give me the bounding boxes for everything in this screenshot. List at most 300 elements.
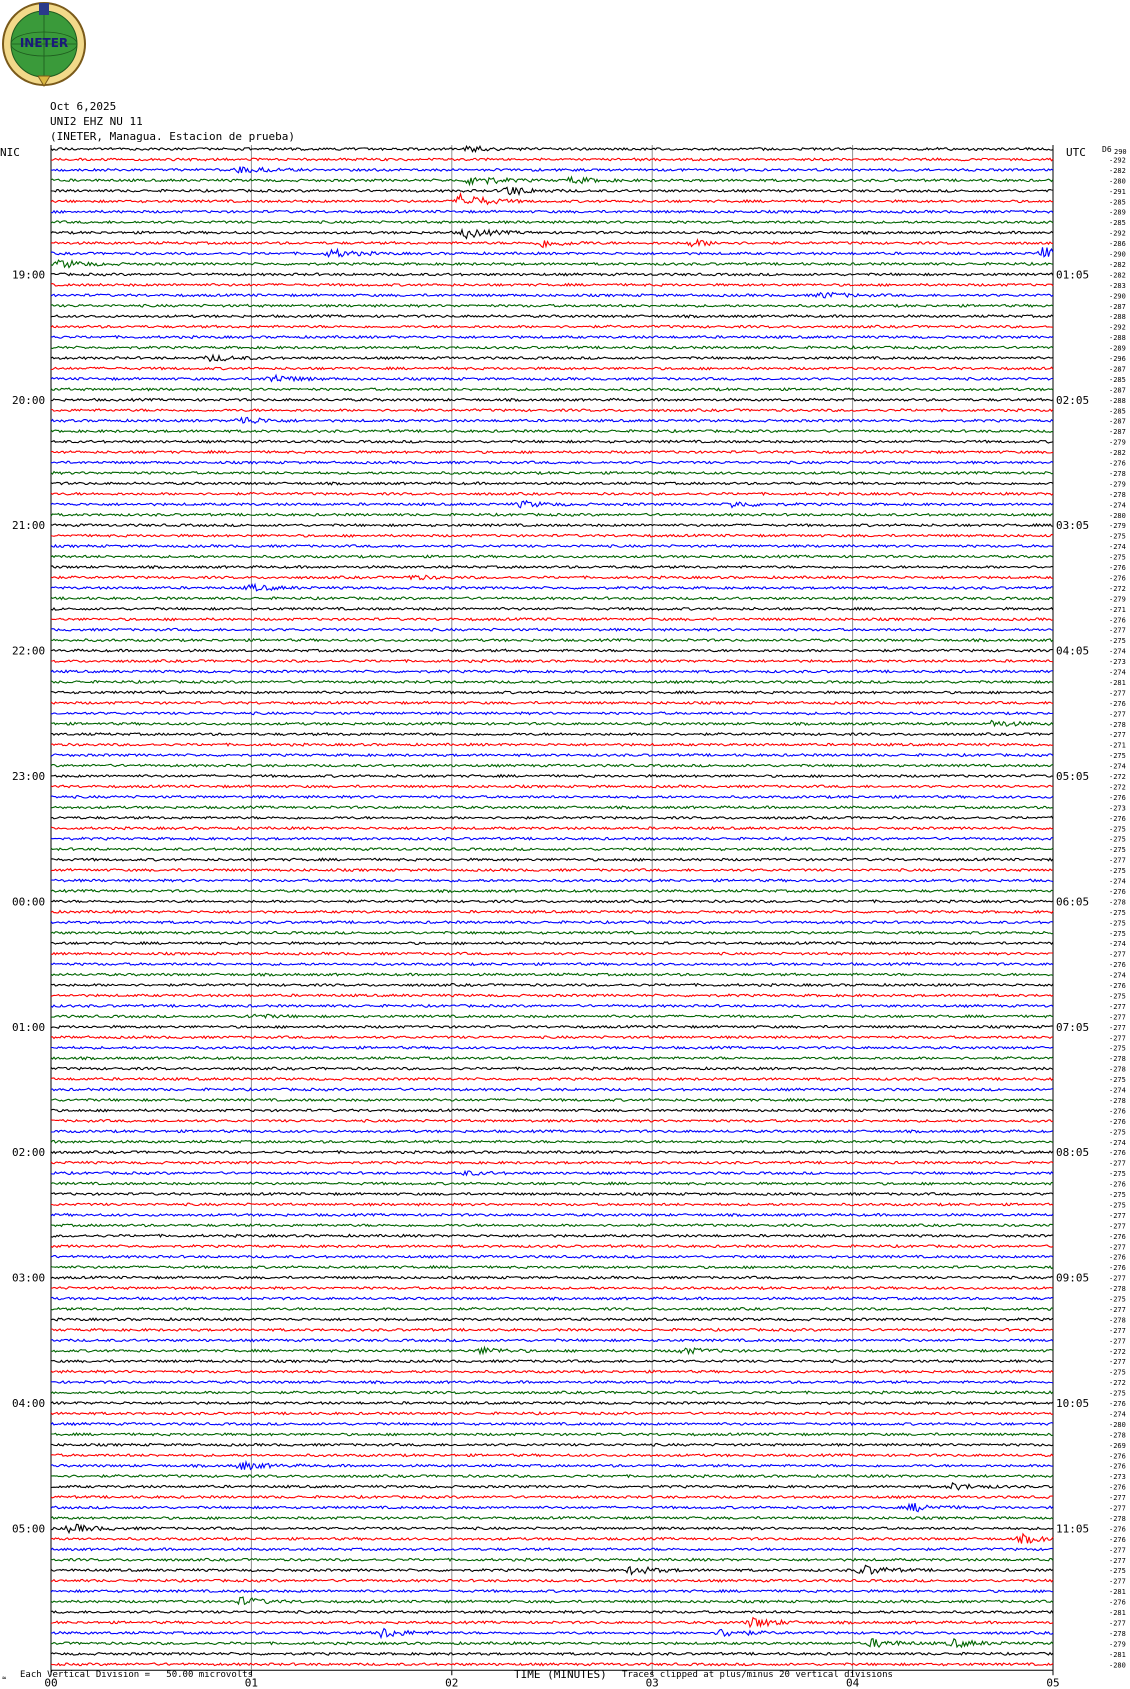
trace-value-label: -276 bbox=[1109, 1149, 1126, 1158]
local-time-zone-label: NIC bbox=[0, 146, 20, 159]
trace-line bbox=[51, 1161, 1053, 1164]
trace-value-label: -275 bbox=[1109, 532, 1126, 541]
trace-value-label: -277 bbox=[1109, 1159, 1126, 1168]
plot-date: Oct 6,2025 bbox=[50, 100, 117, 113]
trace-line bbox=[51, 1255, 1053, 1258]
trace-value-label: -276 bbox=[1109, 564, 1126, 572]
trace-value-label: -279 bbox=[1109, 438, 1126, 447]
trace-value-label: -277 bbox=[1109, 950, 1126, 959]
trace-value-label: -276 bbox=[1109, 574, 1126, 583]
trace-value-label: -275 bbox=[1109, 637, 1126, 646]
trace-line bbox=[51, 1088, 1053, 1091]
trace-value-label: -275 bbox=[1109, 1170, 1126, 1179]
trace-value-label: -275 bbox=[1109, 1567, 1126, 1576]
trace-value-label: -281 bbox=[1109, 1609, 1126, 1617]
trace-value-label: -290 bbox=[1109, 250, 1126, 259]
trace-value-label: -276 bbox=[1109, 699, 1126, 708]
trace-line bbox=[51, 1558, 1053, 1561]
trace-line bbox=[51, 1629, 1053, 1638]
trace-line bbox=[51, 890, 1053, 893]
trace-value-label: -277 bbox=[1109, 1274, 1126, 1283]
trace-line bbox=[51, 260, 1053, 267]
trace-line bbox=[51, 1444, 1053, 1447]
x-tick-label: 00 bbox=[44, 1676, 58, 1689]
trace-value-label: -288 bbox=[1109, 334, 1126, 343]
trace-line bbox=[51, 346, 1053, 349]
trace-line bbox=[51, 430, 1053, 433]
trace-value-label: -274 bbox=[1109, 971, 1126, 980]
station-location: (INETER, Managua. Estacion de prueba) bbox=[50, 130, 296, 143]
trace-value-label: -276 bbox=[1109, 1462, 1126, 1471]
trace-line bbox=[51, 973, 1053, 976]
trace-value-label: -274 bbox=[1109, 1410, 1126, 1419]
trace-line bbox=[51, 524, 1053, 527]
trace-line bbox=[51, 952, 1053, 955]
trace-line bbox=[51, 660, 1053, 663]
trace-value-label: -277 bbox=[1109, 689, 1126, 698]
trace-line bbox=[51, 921, 1053, 924]
trace-line bbox=[51, 733, 1053, 736]
trace-value-label-prefix: D6 bbox=[1102, 145, 1112, 154]
trace-line bbox=[51, 417, 1053, 423]
utc-hour-label: 06:05 bbox=[1056, 895, 1090, 909]
trace-value-label: -292 bbox=[1109, 323, 1126, 332]
trace-value-label: -296 bbox=[1109, 355, 1126, 363]
trace-value-label: -278 bbox=[1109, 1629, 1126, 1638]
trace-line bbox=[51, 806, 1053, 809]
trace-value-label: -275 bbox=[1109, 825, 1126, 834]
trace-line bbox=[51, 1193, 1053, 1196]
trace-value-label: -277 bbox=[1109, 1243, 1126, 1252]
trace-value-label: -291 bbox=[1109, 187, 1126, 196]
trace-line bbox=[51, 994, 1053, 997]
trace-line bbox=[51, 315, 1053, 318]
trace-line bbox=[51, 555, 1053, 558]
trace-line bbox=[51, 1046, 1053, 1049]
trace-line bbox=[51, 230, 1053, 239]
trace-value-label: -278 bbox=[1109, 490, 1126, 499]
trace-value-label: -277 bbox=[1109, 626, 1126, 635]
trace-line bbox=[51, 1182, 1053, 1185]
trace-value-label: -276 bbox=[1109, 1525, 1126, 1534]
trace-line bbox=[51, 1590, 1053, 1593]
trace-line bbox=[51, 1014, 1053, 1018]
trace-line bbox=[51, 691, 1053, 694]
trace-line bbox=[51, 409, 1053, 412]
local-hour-label: 03:00 bbox=[12, 1271, 46, 1285]
trace-value-label: -286 bbox=[1109, 240, 1126, 249]
trace-line bbox=[51, 1224, 1053, 1227]
trace-line bbox=[51, 1503, 1053, 1512]
trace-value-label: -277 bbox=[1109, 710, 1126, 719]
trace-value-label: -276 bbox=[1109, 982, 1126, 990]
utc-hour-label: 11:05 bbox=[1056, 1522, 1090, 1536]
trace-value-label: -276 bbox=[1109, 961, 1126, 970]
trace-line bbox=[51, 566, 1053, 569]
trace-value-label: -276 bbox=[1109, 814, 1126, 823]
trace-value-label: -275 bbox=[1109, 553, 1126, 562]
trace-value-label: -276 bbox=[1109, 1452, 1126, 1461]
trace-line bbox=[51, 493, 1053, 496]
trace-value-label: -281 bbox=[1109, 1650, 1126, 1659]
trace-line bbox=[51, 273, 1053, 276]
trace-value-label: -275 bbox=[1109, 752, 1126, 761]
trace-value-label: -274 bbox=[1109, 940, 1126, 949]
trace-line bbox=[51, 482, 1053, 485]
local-hour-label: 23:00 bbox=[12, 770, 46, 783]
trace-line bbox=[51, 984, 1053, 987]
trace-line bbox=[51, 1423, 1053, 1426]
trace-line bbox=[51, 1462, 1053, 1470]
utc-hour-label: 04:05 bbox=[1056, 644, 1090, 658]
trace-line bbox=[51, 472, 1053, 475]
local-hour-label: 02:00 bbox=[12, 1146, 46, 1160]
trace-value-label: -278 bbox=[1109, 1096, 1126, 1105]
trace-line bbox=[51, 1412, 1053, 1415]
trace-line bbox=[51, 827, 1053, 830]
trace-value-label: -288 bbox=[1109, 313, 1126, 322]
trace-value-label: -285 bbox=[1109, 407, 1126, 416]
trace-value-label: -277 bbox=[1109, 1494, 1126, 1503]
trace-value-label: -275 bbox=[1109, 919, 1126, 928]
trace-line bbox=[51, 1663, 1053, 1666]
trace-value-label: -278 bbox=[1109, 1065, 1126, 1074]
utc-hour-label: 10:05 bbox=[1056, 1397, 1090, 1410]
x-tick-label: 02 bbox=[445, 1676, 459, 1689]
trace-line bbox=[51, 721, 1053, 727]
trace-value-label: -275 bbox=[1109, 1128, 1126, 1137]
trace-line bbox=[51, 1036, 1053, 1039]
trace-value-label: -273 bbox=[1109, 1473, 1126, 1482]
utc-hour-label: 03:05 bbox=[1056, 519, 1090, 533]
trace-line bbox=[51, 1347, 1053, 1353]
trace-value-label: -283 bbox=[1109, 281, 1126, 290]
trace-value-label: -277 bbox=[1109, 1013, 1126, 1022]
trace-line bbox=[51, 702, 1053, 705]
trace-value-label: -285 bbox=[1109, 219, 1126, 228]
trace-value-label: -272 bbox=[1109, 584, 1126, 593]
trace-value-label: -274 bbox=[1109, 647, 1126, 656]
x-axis-label: TIME (MINUTES) bbox=[514, 1668, 607, 1681]
trace-value-label: -277 bbox=[1109, 1034, 1126, 1043]
trace-value-label: -277 bbox=[1109, 1556, 1126, 1565]
trace-line bbox=[51, 451, 1053, 454]
trace-value-label: -276 bbox=[1109, 1264, 1126, 1273]
local-hour-label: 22:00 bbox=[12, 644, 46, 658]
trace-value-label: -275 bbox=[1109, 992, 1126, 1001]
trace-line bbox=[51, 879, 1053, 882]
trace-line bbox=[51, 597, 1053, 600]
trace-line bbox=[51, 1402, 1053, 1405]
trace-line bbox=[51, 1078, 1053, 1081]
trace-value-label: -279 bbox=[1109, 595, 1126, 604]
trace-line bbox=[51, 146, 1053, 151]
trace-line bbox=[51, 284, 1053, 287]
trace-value-label: -276 bbox=[1109, 793, 1126, 802]
trace-line bbox=[51, 1579, 1053, 1582]
trace-line bbox=[51, 240, 1053, 248]
trace-value-label: -281 bbox=[1109, 1588, 1126, 1597]
trace-value-label: -277 bbox=[1109, 1211, 1126, 1220]
trace-line bbox=[51, 1234, 1053, 1237]
trace-value-label: -275 bbox=[1109, 1191, 1126, 1199]
trace-value-label: -280 bbox=[1109, 177, 1126, 186]
trace-value-label: -277 bbox=[1109, 1002, 1126, 1011]
trace-line bbox=[51, 1067, 1053, 1070]
trace-line bbox=[51, 1005, 1053, 1008]
trace-line bbox=[51, 816, 1053, 819]
trace-value-label: -274 bbox=[1109, 1086, 1126, 1095]
trace-value-label: -278 bbox=[1109, 469, 1126, 478]
trace-value-label: -275 bbox=[1109, 1201, 1126, 1210]
trace-value-label: -278 bbox=[1109, 1316, 1126, 1325]
trace-line bbox=[51, 1381, 1053, 1384]
trace-value-label: -280 bbox=[1109, 1420, 1126, 1429]
trace-line bbox=[51, 1597, 1053, 1604]
trace-line bbox=[51, 293, 1053, 298]
trace-line bbox=[51, 639, 1053, 642]
trace-line bbox=[51, 247, 1053, 256]
trace-value-label: -277 bbox=[1109, 731, 1126, 740]
trace-line bbox=[51, 575, 1053, 579]
trace-value-label: -274 bbox=[1109, 877, 1126, 886]
trace-value-label: -277 bbox=[1109, 1326, 1126, 1335]
trace-line bbox=[51, 355, 1053, 361]
trace-value-label: -289 bbox=[1109, 344, 1126, 353]
trace-line bbox=[51, 1548, 1053, 1551]
trace-value-label: -277 bbox=[1109, 1358, 1126, 1367]
trace-value-label: -273 bbox=[1109, 658, 1126, 667]
trace-value-label: 290 bbox=[1114, 148, 1127, 156]
trace-line bbox=[51, 1245, 1053, 1248]
trace-line bbox=[51, 167, 1053, 173]
trace-value-label: -290 bbox=[1109, 292, 1126, 301]
corner-mark: ≈ bbox=[2, 1674, 7, 1682]
trace-line bbox=[51, 388, 1053, 391]
trace-value-label: -277 bbox=[1109, 856, 1126, 865]
trace-value-label: -272 bbox=[1109, 1347, 1126, 1356]
trace-line bbox=[51, 304, 1053, 307]
trace-line bbox=[51, 1120, 1053, 1123]
trace-value-label: -276 bbox=[1109, 1483, 1126, 1492]
trace-line bbox=[51, 869, 1053, 872]
trace-line bbox=[51, 618, 1053, 621]
trace-value-label: -275 bbox=[1109, 1295, 1126, 1304]
trace-value-label: -277 bbox=[1109, 1222, 1126, 1231]
trace-line bbox=[51, 1611, 1053, 1614]
trace-value-label: -276 bbox=[1109, 1232, 1126, 1241]
trace-line bbox=[51, 177, 1053, 184]
trace-line bbox=[51, 743, 1053, 746]
trace-line bbox=[51, 367, 1053, 370]
trace-line bbox=[51, 628, 1053, 631]
trace-value-label: -276 bbox=[1109, 887, 1126, 896]
trace-line bbox=[51, 1433, 1053, 1436]
trace-value-label: -276 bbox=[1109, 1180, 1126, 1189]
trace-value-label: -275 bbox=[1109, 867, 1126, 876]
trace-value-label: -276 bbox=[1109, 616, 1126, 625]
trace-value-label: -274 bbox=[1109, 501, 1126, 510]
trace-value-label: -275 bbox=[1109, 1076, 1126, 1085]
trace-line bbox=[51, 1639, 1053, 1647]
trace-value-label: -277 bbox=[1109, 1023, 1126, 1032]
trace-line bbox=[51, 375, 1053, 381]
trace-value-label: -280 bbox=[1109, 1661, 1126, 1670]
trace-line bbox=[51, 513, 1053, 516]
trace-line bbox=[51, 1329, 1053, 1332]
trace-line bbox=[51, 670, 1053, 673]
trace-value-label: -277 bbox=[1109, 1337, 1126, 1346]
trace-line bbox=[51, 1057, 1053, 1060]
trace-line bbox=[51, 1266, 1053, 1269]
x-tick-label: 04 bbox=[845, 1676, 860, 1689]
x-tick-label: 03 bbox=[645, 1676, 659, 1689]
trace-value-label: -281 bbox=[1109, 678, 1126, 687]
trace-line bbox=[51, 210, 1053, 213]
trace-value-label: -277 bbox=[1109, 1305, 1126, 1314]
trace-line bbox=[51, 1534, 1053, 1544]
utc-hour-label: 08:05 bbox=[1056, 1146, 1090, 1160]
trace-line bbox=[51, 187, 1053, 194]
clip-note: Traces clipped at plus/minus 20 vertical divisions bbox=[622, 1670, 893, 1680]
trace-line bbox=[51, 1318, 1053, 1321]
utc-hour-label: 09:05 bbox=[1056, 1271, 1090, 1285]
trace-line bbox=[51, 501, 1053, 508]
trace-line bbox=[51, 1171, 1053, 1175]
trace-value-label: -287 bbox=[1109, 386, 1126, 395]
trace-line bbox=[51, 1203, 1053, 1206]
trace-value-label: -282 bbox=[1109, 271, 1126, 280]
trace-line bbox=[51, 1360, 1053, 1363]
trace-value-label: -287 bbox=[1109, 417, 1126, 426]
trace-line bbox=[51, 158, 1053, 161]
utc-hour-label: 02:05 bbox=[1056, 393, 1090, 407]
trace-value-label: -272 bbox=[1109, 783, 1126, 792]
trace-line bbox=[51, 911, 1053, 914]
trace-value-label: -274 bbox=[1109, 543, 1126, 552]
trace-line bbox=[51, 1370, 1053, 1373]
trace-value-label: -275 bbox=[1109, 846, 1126, 855]
trace-line bbox=[51, 796, 1053, 799]
trace-line bbox=[51, 545, 1053, 548]
ineter-logo bbox=[0, 0, 88, 88]
trace-value-label: -276 bbox=[1109, 1117, 1126, 1126]
trace-line bbox=[51, 1565, 1053, 1574]
trace-line bbox=[51, 754, 1053, 757]
trace-value-label: -285 bbox=[1109, 375, 1126, 384]
trace-value-label: -276 bbox=[1109, 1598, 1126, 1607]
trace-value-label: -274 bbox=[1109, 1138, 1126, 1147]
trace-value-label: -276 bbox=[1109, 1400, 1126, 1408]
trace-value-label: -279 bbox=[1109, 1640, 1126, 1649]
trace-line bbox=[51, 440, 1053, 443]
trace-line bbox=[51, 1099, 1053, 1102]
trace-line bbox=[51, 963, 1053, 966]
trace-line bbox=[51, 1475, 1053, 1478]
trace-value-label: -277 bbox=[1109, 1619, 1126, 1628]
trace-line bbox=[51, 932, 1053, 935]
trace-value-label: -279 bbox=[1109, 522, 1126, 531]
trace-value-label: -287 bbox=[1109, 428, 1126, 437]
trace-value-label: -275 bbox=[1109, 929, 1126, 938]
trace-value-label: -273 bbox=[1109, 804, 1126, 813]
trace-line bbox=[51, 1276, 1053, 1279]
trace-line bbox=[51, 1214, 1053, 1217]
logo-text: INETER bbox=[19, 36, 69, 50]
trace-line bbox=[51, 764, 1053, 767]
trace-line bbox=[51, 848, 1053, 851]
trace-value-label: -276 bbox=[1109, 1253, 1126, 1262]
trace-line bbox=[51, 775, 1053, 778]
trace-value-label: -272 bbox=[1109, 773, 1126, 781]
trace-value-label: -278 bbox=[1109, 720, 1126, 729]
trace-line bbox=[51, 1454, 1053, 1457]
trace-value-label: -280 bbox=[1109, 511, 1126, 520]
trace-value-label: -289 bbox=[1109, 208, 1126, 217]
utc-time-zone-label: UTC bbox=[1066, 146, 1086, 159]
trace-line bbox=[51, 1524, 1053, 1532]
trace-line bbox=[51, 336, 1053, 339]
trace-line bbox=[51, 900, 1053, 903]
trace-value-label: -276 bbox=[1109, 1535, 1126, 1544]
trace-value-label: -292 bbox=[1109, 229, 1126, 238]
trace-line bbox=[51, 1151, 1053, 1154]
trace-line bbox=[51, 1109, 1053, 1112]
trace-line bbox=[51, 221, 1053, 224]
local-hour-label: 05:00 bbox=[12, 1522, 46, 1536]
local-hour-label: 19:00 bbox=[12, 268, 46, 282]
trace-value-label: -278 bbox=[1109, 898, 1126, 907]
trace-value-label: -292 bbox=[1109, 156, 1126, 165]
trace-line bbox=[51, 1297, 1053, 1300]
trace-value-label: -275 bbox=[1109, 908, 1126, 917]
trace-line bbox=[51, 461, 1053, 464]
trace-line bbox=[51, 681, 1053, 684]
utc-hour-label: 07:05 bbox=[1056, 1020, 1090, 1034]
trace-value-label: -282 bbox=[1109, 449, 1126, 458]
trace-value-label: -275 bbox=[1109, 835, 1126, 844]
trace-value-label: -278 bbox=[1109, 1285, 1126, 1294]
vertical-scale-note: Each Vertical Division = 50.00 microvolts bbox=[20, 1670, 253, 1680]
trace-value-label: -282 bbox=[1109, 166, 1126, 175]
trace-line bbox=[51, 1025, 1053, 1028]
x-tick-label: 05 bbox=[1046, 1676, 1060, 1689]
trace-line bbox=[51, 1618, 1053, 1627]
trace-line bbox=[51, 608, 1053, 611]
trace-line bbox=[51, 712, 1053, 715]
trace-value-label: -269 bbox=[1109, 1441, 1126, 1450]
utc-hour-label: 05:05 bbox=[1056, 770, 1090, 783]
trace-value-label: -287 bbox=[1109, 365, 1126, 374]
trace-line bbox=[51, 194, 1053, 205]
trace-line bbox=[51, 1517, 1053, 1520]
trace-value-label: -277 bbox=[1109, 1546, 1126, 1555]
trace-value-label: -272 bbox=[1109, 1379, 1126, 1388]
trace-value-label: -285 bbox=[1109, 198, 1126, 207]
trace-value-label: -274 bbox=[1109, 762, 1126, 771]
trace-line bbox=[51, 1653, 1053, 1656]
trace-line bbox=[51, 585, 1053, 591]
trace-line bbox=[51, 858, 1053, 861]
local-hour-label: 00:00 bbox=[12, 895, 46, 909]
trace-value-label: -274 bbox=[1109, 668, 1126, 677]
trace-value-label: -271 bbox=[1109, 605, 1126, 614]
trace-line bbox=[51, 1496, 1053, 1499]
trace-value-label: -275 bbox=[1109, 1368, 1126, 1377]
x-tick-label: 01 bbox=[244, 1676, 259, 1689]
trace-value-label: -288 bbox=[1109, 396, 1126, 405]
trace-line bbox=[51, 398, 1053, 401]
